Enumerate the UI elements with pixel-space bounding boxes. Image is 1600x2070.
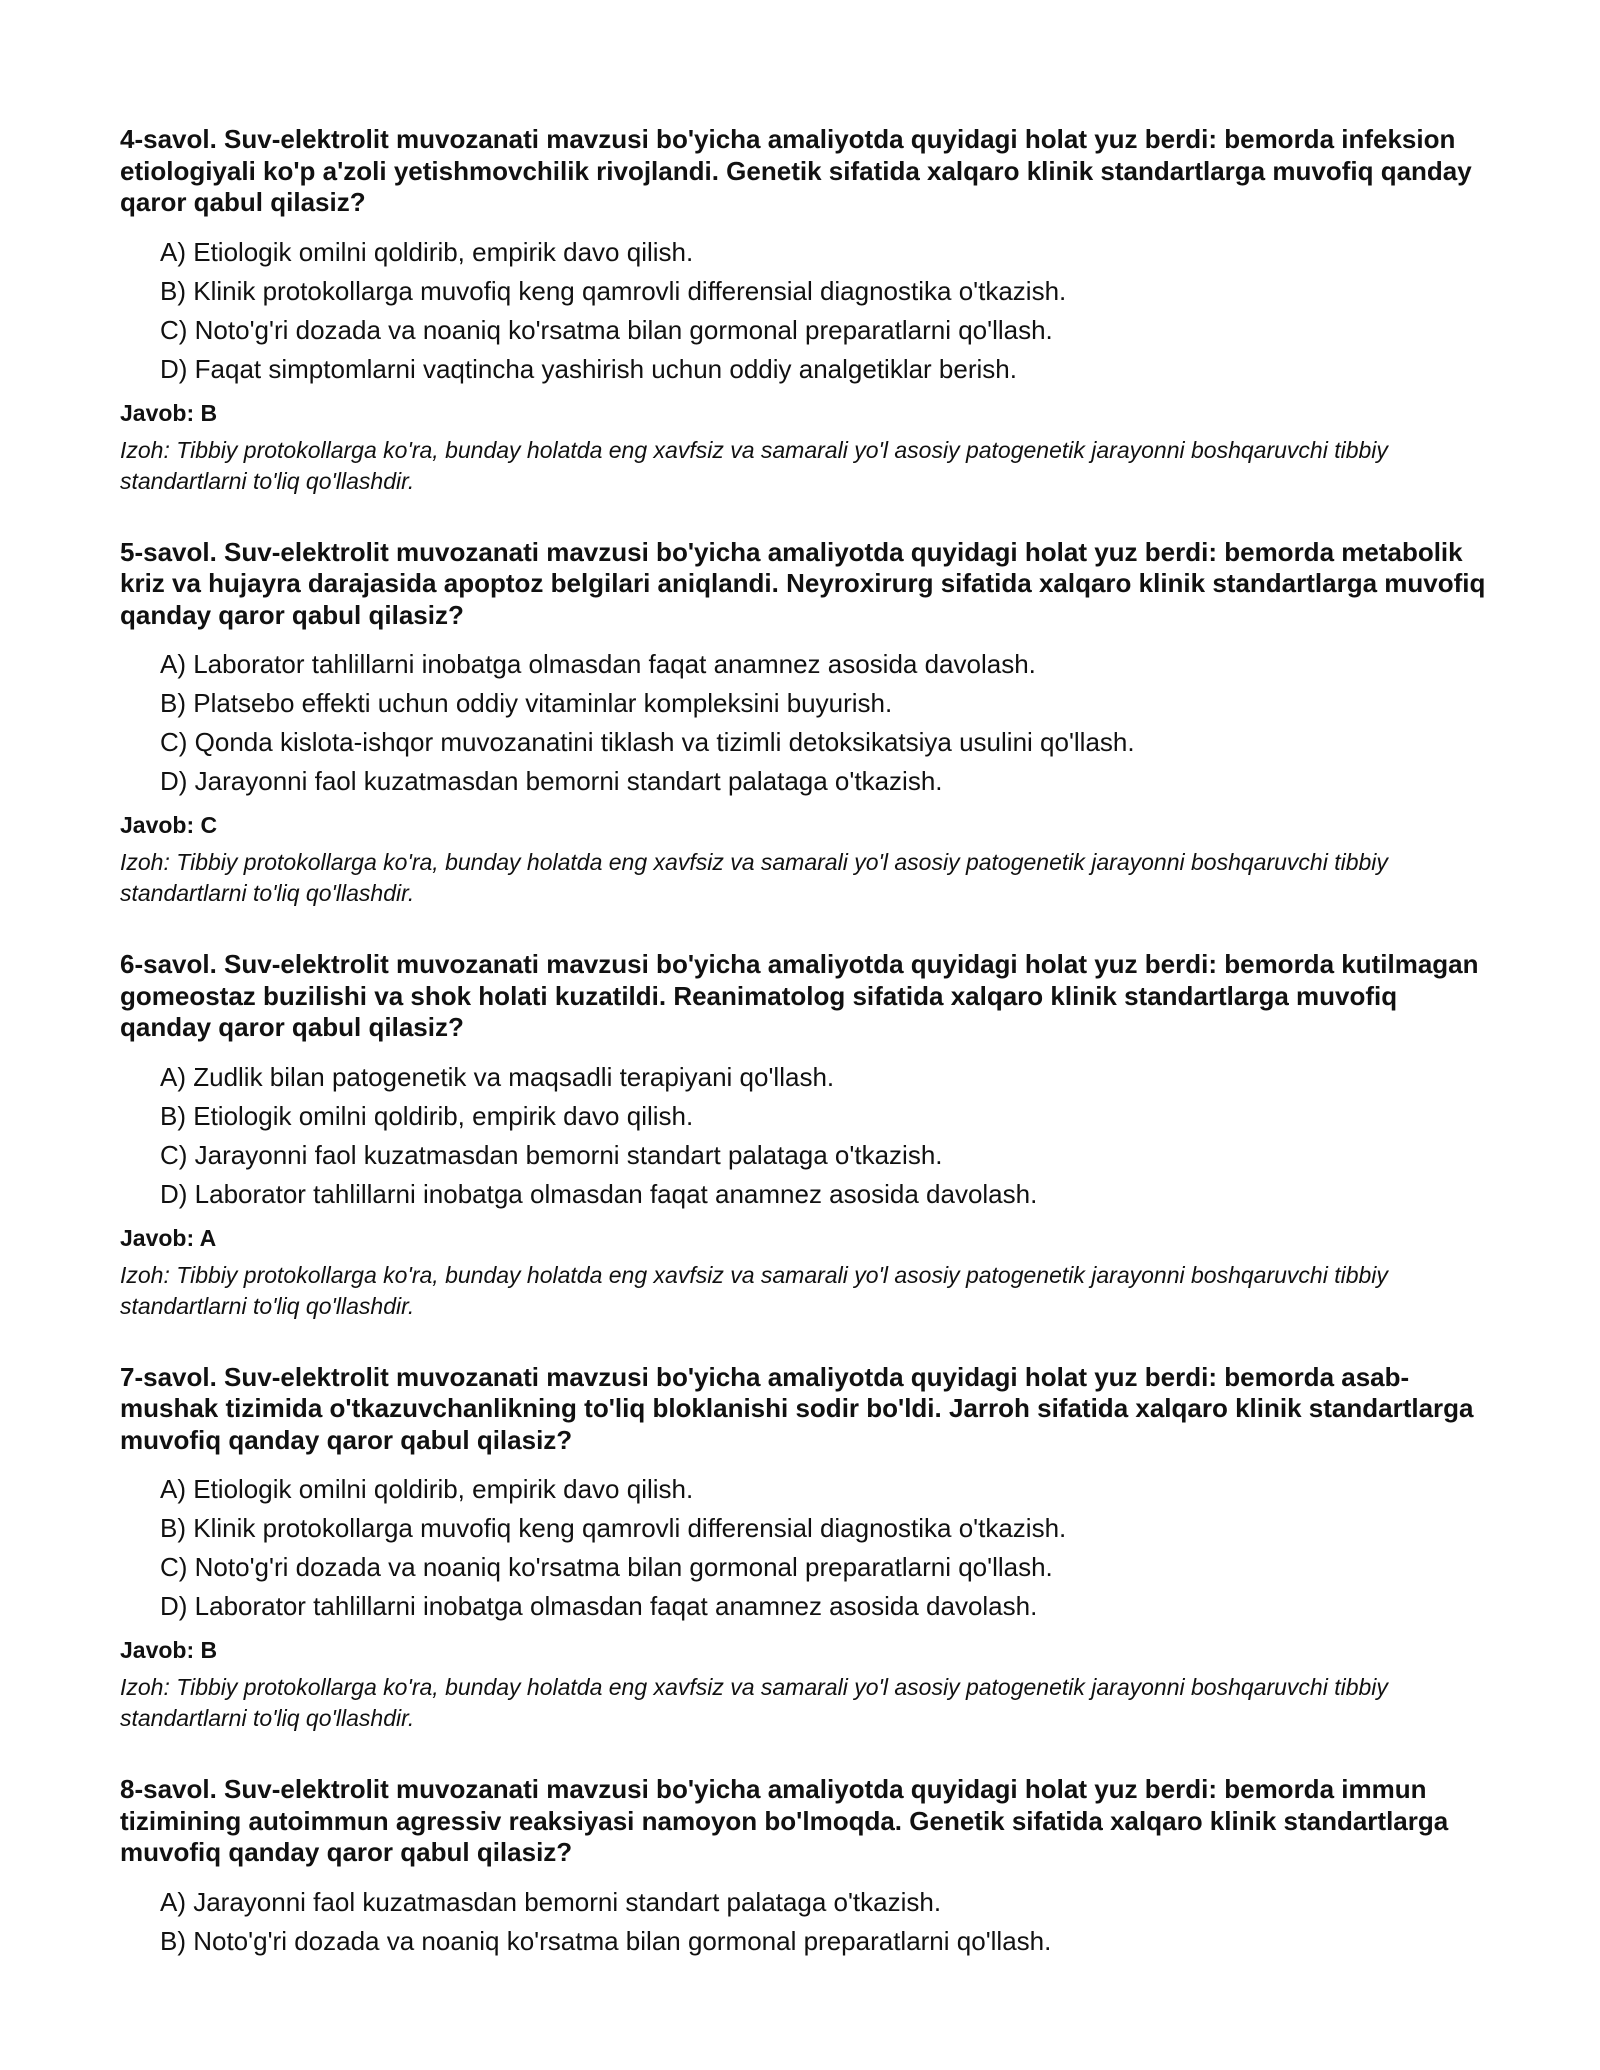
question-block-5: [120, 537, 1490, 910]
option-a: A) Laborator tahlillarni inobatga olmasdan faqat anamnez asosida davolash.: [160, 649, 1036, 679]
option-c: C) Qonda kislota-ishqor muvozanatini tiklash va tizimli detoksikatsiya usulini qo'llash.: [160, 727, 1135, 757]
option-a: A) Zudlik bilan patogenetik va maqsadli terapiyani qo'llash.: [160, 1061, 835, 1092]
option-d: D) Laborator tahlillarni inobatga olmasdan faqat anamnez asosida davolash.: [160, 1591, 1038, 1621]
option-b: B) Platsebo effekti uchun oddiy vitaminlar kompleksini buyurish.: [160, 688, 893, 718]
option-b: B) Noto'g'ri dozada va noaniq ko'rsatma bilan gormonal preparatlarni qo'llash.: [160, 1925, 1052, 1956]
question-title: 5-savol. Suv-elektrolit muvozanati mavzusi bo'yicha amaliyotda quyidagi holat yuz berdi: bemorda metabolik kriz va hujayra darajasida apoptoz belgilari aniqlandi. Neyroxirurg sifatida xalqaro klinik standartlarga muvofiq qanday qaror qabul qilasiz?: [120, 536, 1486, 630]
explanation-text: Izoh: Tibbiy protokollarga ko'ra, bunday holatda eng xavfsiz va samarali yo'l asosiy patogenetik jarayonni boshqaruvchi tibbiy standartlarni to'liq qo'llashdir.: [120, 436, 1388, 494]
option-list: [120, 1058, 1490, 1214]
option-list: [120, 645, 1490, 801]
option-list: [120, 233, 1490, 389]
option-d: D) Faqat simptomlarni vaqtincha yashirish uchun oddiy analgetiklar berish.: [160, 353, 1017, 384]
option-a: A) Jarayonni faol kuzatmasdan bemorni standart palataga o'tkazish.: [160, 1886, 942, 1917]
option-d: D) Jarayonni faol kuzatmasdan bemorni standart palataga o'tkazish.: [160, 766, 943, 796]
option-list: [120, 1470, 1490, 1626]
question-block-7: [120, 1362, 1490, 1735]
option-a: A) Etiologik omilni qoldirib, empirik davo qilish.: [160, 236, 694, 267]
answer-label: Javob: C: [120, 812, 218, 838]
option-c: C) Noto'g'ri dozada va noaniq ko'rsatma bilan gormonal preparatlarni qo'llash.: [160, 314, 1053, 345]
question-title: 6-savol. Suv-elektrolit muvozanati mavzusi bo'yicha amaliyotda quyidagi holat yuz berdi: bemorda kutilmagan gomeostaz buzilishi va shok holati kuzatildi. Reanimatolog sifatida xalqaro klinik standartlarga muvofiq qanday qaror qabul qilasiz?: [120, 949, 1479, 1042]
question-block-4: [120, 124, 1490, 497]
answer-label: Javob: B: [120, 1637, 218, 1663]
question-block-8: [120, 1774, 1490, 1961]
option-c: C) Jarayonni faol kuzatmasdan bemorni standart palataga o'tkazish.: [160, 1139, 943, 1170]
explanation-text: Izoh: Tibbiy protokollarga ko'ra, bunday holatda eng xavfsiz va samarali yo'l asosiy patogenetik jarayonni boshqaruvchi tibbiy standartlarni to'liq qo'llashdir.: [120, 1261, 1388, 1319]
option-d: D) Laborator tahlillarni inobatga olmasdan faqat anamnez asosida davolash.: [160, 1178, 1038, 1209]
document-page: [120, 124, 1490, 2001]
question-title: 7-savol. Suv-elektrolit muvozanati mavzusi bo'yicha amaliyotda quyidagi holat yuz berdi: bemorda asab-mushak tizimida o'tkazuvchanlikning to'liq bloklanishi sodir bo'ldi. Jarroh sifatida xalqaro klinik standartlarga muvofiq qanday qaror qabul qilasiz?: [120, 1361, 1474, 1455]
question-title: 4-savol. Suv-elektrolit muvozanati mavzusi bo'yicha amaliyotda quyidagi holat yuz berdi: bemorda infeksion etiologiyali ko'p a'zoli yetishmovchilik rivojlandi. Genetik sifatida xalqaro klinik standartlarga muvofiq qanday qaror qabul qilasiz?: [120, 124, 1472, 217]
option-b: B) Etiologik omilni qoldirib, empirik davo qilish.: [160, 1100, 694, 1131]
explanation-text: Izoh: Tibbiy protokollarga ko'ra, bunday holatda eng xavfsiz va samarali yo'l asosiy patogenetik jarayonni boshqaruvchi tibbiy standartlarni to'liq qo'llashdir.: [120, 849, 1388, 906]
explanation-text: Izoh: Tibbiy protokollarga ko'ra, bunday holatda eng xavfsiz va samarali yo'l asosiy patogenetik jarayonni boshqaruvchi tibbiy standartlarni to'liq qo'llashdir.: [120, 1674, 1388, 1731]
question-block-6: [120, 949, 1490, 1322]
option-a: A) Etiologik omilni qoldirib, empirik davo qilish.: [160, 1474, 694, 1504]
answer-label: Javob: B: [120, 399, 218, 426]
option-list: [120, 1883, 1490, 1961]
question-title: 8-savol. Suv-elektrolit muvozanati mavzusi bo'yicha amaliyotda quyidagi holat yuz berdi: bemorda immun tizimining autoimmun agressiv reaksiyasi namoyon bo'lmoqda. Genetik sifatida xalqaro klinik standartlarga muvofiq qanday qaror qabul qilasiz?: [120, 1774, 1449, 1867]
option-b: B) Klinik protokollarga muvofiq keng qamrovli differensial diagnostika o'tkazish.: [160, 275, 1067, 306]
answer-label: Javob: A: [120, 1224, 217, 1251]
option-b: B) Klinik protokollarga muvofiq keng qamrovli differensial diagnostika o'tkazish.: [160, 1513, 1067, 1543]
option-c: C) Noto'g'ri dozada va noaniq ko'rsatma bilan gormonal preparatlarni qo'llash.: [160, 1552, 1053, 1582]
